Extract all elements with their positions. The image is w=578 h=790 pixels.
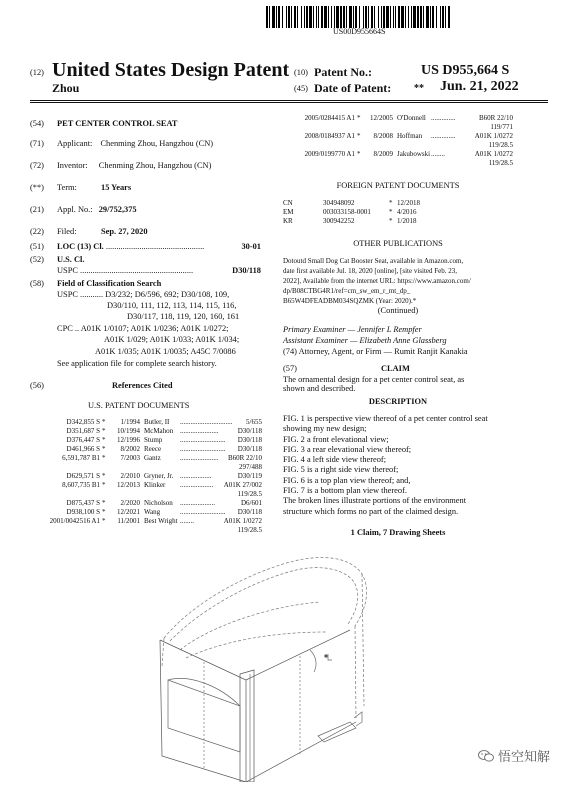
ref-patentee: Gantz [144,454,161,462]
ref-classification: 119/28.5 [488,159,513,167]
us-patent-list [30,418,262,535]
barcode-bar [411,6,412,28]
patent-ref-row [30,526,262,535]
ref-patent-number: D376,447 S [66,436,100,444]
ref-classification: A01K 1/0272 [474,132,513,140]
date-label: Date of Patent: [314,81,392,95]
ref-patentee: Nicholson [144,499,173,507]
ref-leader-dots: .............................. [180,418,233,426]
barcode-bar [386,6,389,28]
inventor-value: Chenming Zhou, Hangzhou (CN) [98,161,212,170]
code-10: (10) [294,68,308,77]
patent-ref-row [30,454,262,463]
barcode-bar [346,6,347,28]
field-search-line-2: D30/110, 111, 112, 113, 114, 115, 116, [107,301,237,310]
code-58: (58) [30,279,44,288]
foreign-country: KR [283,217,293,225]
assistant-examiner: Assistant Examiner — Elizabeth Anne Glassberg [283,336,447,345]
barcode-bar [301,6,302,28]
barcode-bars [266,6,452,28]
ref-classification: D30/118 [237,436,262,444]
ref-classification: 297/488 [239,463,262,471]
patent-ref-row [30,436,262,445]
ref-patent-number: D875,437 S [66,499,100,507]
code-72: (72) [30,161,44,170]
document-title: United States Design Patent [52,59,290,81]
barcode-bar [321,6,323,28]
ref-leader-dots: .................. [180,472,212,480]
ref-classification: A01K 1/0272 [223,517,262,525]
barcode-bar [426,6,429,28]
us-patent-documents-heading: U.S. PATENT DOCUMENTS [88,401,190,410]
barcode-bar [423,6,424,28]
ref-leader-dots: ................... [180,481,214,489]
barcode-bar [272,6,275,28]
ref-classification: A01K 1/0272 [474,150,513,158]
ref-patent-date: 12/1996 [117,436,140,444]
description-line: FIG. 2 a front elevational view; [283,434,389,444]
code-56: (56) [30,381,44,390]
applicant-label: Applicant: [57,139,93,148]
ref-patent-number: 2009/0199770 A1 [304,150,355,158]
field-search-line-1: USPC ........... D3/232; D6/596, 692; D30/108, 109, [57,290,230,299]
pet-seat-perspective-figure [150,546,380,782]
barcode-bar [390,6,391,28]
watermark-text: 悟空知解 [498,750,551,765]
barcode-bar [349,6,352,28]
ref-classification: 119/28.5 [237,526,262,534]
foreign-patent-documents-heading: FOREIGN PATENT DOCUMENTS [336,181,460,190]
barcode-text: US00D955664S [333,27,386,36]
code-51: (51) [30,242,44,251]
ref-patent-date: 8/2008 [373,132,393,140]
barcode-bar [378,6,379,28]
patent-ref-row [30,499,262,508]
ref-patent-number: 2005/0284415 A1 [304,114,355,122]
foreign-asterisk: * [389,199,393,207]
claim-line-1: The ornamental design for a pet center control seat, as [283,375,465,384]
patent-number: US D955,664 S [421,63,510,78]
patent-ref-row [283,159,513,168]
patent-ref-row [283,132,513,141]
ref-classification: A01K 27/002 [223,481,262,489]
patent-ref-row [283,114,513,123]
uspc-label: USPC [57,266,78,275]
ref-patentee: Wang [144,508,161,516]
code-71: (71) [30,139,44,148]
barcode-bar [297,6,298,28]
ref-asterisk: * [357,132,361,140]
ref-classification: D30/118 [237,445,262,453]
description-line: FIG. 4 a left side view thereof; [283,455,387,465]
ref-patent-number: 8,607,735 B1 [62,481,100,489]
ref-patent-date: 11/2001 [117,517,140,525]
ref-patent-date: 8/2009 [373,150,393,158]
ref-leader-dots: .................... [180,499,215,507]
description-list [283,414,523,517]
ref-patent-date: 2/2020 [120,499,140,507]
loc-value: 30-01 [241,242,261,251]
barcode-bar [324,6,327,28]
barcode-bar [343,6,345,28]
barcode-bar [365,6,367,28]
ref-asterisk: * [102,436,106,444]
ref-leader-dots: ...................... [180,454,219,462]
ref-asterisk: * [102,481,106,489]
patent-ref-row [30,427,262,436]
patent-date: Jun. 21, 2022 [440,79,519,94]
ref-classification: D30/118 [237,427,262,435]
other-pub-line-3: 2022], Available from the internet URL: https://www.amazon.com/ [283,277,471,285]
ref-patent-number: D938,100 S [66,508,100,516]
foreign-date: 12/2018 [397,199,420,207]
ref-leader-dots: .............. [431,114,456,122]
date-stars: ** [414,83,424,94]
loc-line [57,242,261,253]
ref-leader-dots: .......................... [180,436,226,444]
foreign-doc-number: 304948092 [323,199,355,207]
continued-note: (Continued) [377,306,419,315]
ref-leader-dots: .......................... [180,508,226,516]
ref-patent-date: 7/2003 [120,454,140,462]
barcode-bar [334,6,335,28]
ref-asterisk: * [102,472,106,480]
applicant-value: Chenming Zhou, Hangzhou (CN) [100,139,214,148]
code-52: (52) [30,255,44,264]
ref-asterisk: * [102,445,106,453]
barcode-bar [340,6,342,28]
code-term: (**) [30,183,44,192]
other-pub-line-5: B65W4DFEADBM034SQZMK (Year: 2020).* [283,297,417,305]
field-search-line-6: A01K 1/035; A01K 1/0035; A45C 7/0086 [95,347,236,356]
term-value: 15 Years [101,183,132,192]
ref-patentee: McMahon [144,427,174,435]
barcode-bar [368,6,369,28]
barcode-bar [442,6,444,28]
header-rule-thin [30,102,548,103]
barcode-bar [355,6,357,28]
foreign-asterisk: * [389,208,393,216]
ref-asterisk: * [357,114,361,122]
claims-sheets-summary: 1 Claim, 7 Drawing Sheets [350,528,446,537]
chat-bubble-icon [478,749,494,763]
description-line: FIG. 1 is perspective view thereof of a pet center control seat [283,414,488,423]
ref-patent-date: 2/2010 [120,472,140,480]
description-line: FIG. 6 is a top plan view thereof; and, [283,475,411,485]
barcode-bar [318,6,319,28]
ref-classification: D6/601 [241,499,262,507]
ref-patent-date: 1/1994 [120,418,140,426]
patent-ref-row [30,418,262,427]
barcode-bar [430,6,431,28]
ref-patentee: Stump [144,436,163,444]
barcode-bar [440,6,441,28]
foreign-asterisk: * [389,217,393,225]
ref-patent-date: 8/2002 [120,445,140,453]
description-line: FIG. 7 is a bottom plan view thereof. [283,486,407,496]
barcode-bar [288,6,290,28]
ref-leader-dots: .......................... [180,445,226,453]
uspc-value: D30/118 [232,266,261,275]
ref-leader-dots: .............. [431,132,456,140]
appl-label: Appl. No.: [57,205,93,214]
barcode-bar [381,6,382,28]
barcode-bar [328,6,329,28]
ref-asterisk: * [102,499,106,507]
filed-label: Filed: [57,227,77,236]
attorney: (74) Attorney, Agent, or Firm — Rumit Ranjit Kanakia [283,347,468,356]
foreign-doc-number: 003033158-0001 [323,208,371,216]
header-rule [30,100,548,101]
term-line [57,183,132,194]
inventor-short: Zhou [52,81,80,95]
barcode-bar [276,6,277,28]
barcode-bar [282,6,283,28]
barcode-bar [336,6,339,28]
ref-patent-number: 2008/0184937 A1 [304,132,355,140]
ref-patentee: O'Donnell [397,114,426,122]
code-21: (21) [30,205,44,214]
barcode-bar [316,6,317,28]
foreign-country: CN [283,199,293,207]
appl-line [57,205,137,216]
barcode-bar [436,6,437,28]
barcode-bar [306,6,308,28]
barcode-bar [363,6,364,28]
design-drawing [150,546,380,782]
ref-patent-number: 6,591,787 B1 [62,454,100,462]
field-search-label: Field of Classification Search [57,279,162,288]
barcode-bar [294,6,296,28]
code-22: (22) [30,227,44,236]
ref-classification: D30/118 [237,508,262,516]
primary-examiner: Primary Examiner — Jennifer L Rempfer [283,325,422,334]
barcode-bar [331,6,332,28]
references-cited-heading: References Cited [112,381,173,390]
field-search-line-3: D30/117, 118, 119, 120, 160, 161 [127,312,240,321]
other-pub-line-2: date first available Jul. 18, 2020 [online], [site visited Feb. 23, [283,267,457,275]
foreign-ref-row [283,208,513,217]
patent-ref-row [30,463,262,472]
claim-heading: CLAIM [381,364,410,373]
field-search-line-4: CPC .. A01K 1/0107; A01K 1/0236; A01K 1/0272; [57,324,229,333]
ref-patent-date: 10/1994 [117,427,140,435]
claim-line-2: shown and described. [283,384,356,393]
patent-ref-row [30,472,262,481]
description-heading: DESCRIPTION [368,397,428,406]
ref-patentee: Gryner, Jr. [144,472,174,480]
patent-ref-row [283,123,513,132]
loc-leader: ............................................... [103,242,205,251]
ref-patentee: Reece [144,445,162,453]
other-pub-line-1: Dotoutd Small Dog Cat Booster Seat, available in Amazon.com, [283,257,464,265]
patent-no-label: Patent No.: [314,65,372,79]
ref-asterisk: * [102,454,106,462]
barcode-bar [420,6,422,28]
design-title: PET CENTER CONTROL SEAT [57,119,178,128]
ref-classification: 5/655 [246,418,262,426]
patent-ref-row [283,141,513,150]
barcode-bar [395,6,396,28]
us-patent-list-continued [283,114,513,168]
code-45: (45) [294,84,308,93]
field-search-line-5: A01K 1/029; A01K 1/033; A01K 1/034; [104,335,240,344]
ref-classification: 119/28.5 [237,490,262,498]
patent-ref-row [30,490,262,499]
filed-line [57,227,148,238]
code-12: (12) [30,68,44,77]
barcode-bar [266,6,268,28]
ref-asterisk: * [102,427,106,435]
barcode-bar [359,6,360,28]
barcode-bar [383,6,385,28]
ref-patent-date: 12/2013 [117,481,140,489]
barcode-bar [413,6,416,28]
term-label: Term: [57,183,77,192]
uscl-label: U.S. Cl. [57,255,85,264]
barcode-bar [408,6,409,28]
barcode-bar [445,6,446,28]
barcode-bar [398,6,400,28]
ref-leader-dots: ........ [180,517,194,525]
foreign-ref-row [283,217,513,226]
barcode-bar [448,6,450,28]
ref-leader-dots: ...................... [180,427,219,435]
barcode-bar [432,6,434,28]
patent-ref-row [30,481,262,490]
ref-patent-number: D629,571 S [66,472,100,480]
other-publications-heading: OTHER PUBLICATIONS [353,239,443,248]
ref-asterisk: * [357,150,361,158]
ref-patent-date: 12/2021 [117,508,140,516]
ref-classification: 119/28.5 [488,141,513,149]
filed-value: Sep. 27, 2020 [101,227,148,236]
ref-asterisk: * [102,517,106,525]
inventor-line [57,161,211,172]
ref-patent-date: 12/2005 [370,114,393,122]
other-pub-line-4: dp/B08CTBG4R1/ref=cm_sw_em_r_mt_dp_ [283,287,411,295]
description-line: FIG. 3 a rear elevational view thereof; [283,444,412,454]
uspc-line [57,266,261,277]
foreign-date: 1/2018 [397,217,417,225]
foreign-date: 4/2016 [397,208,417,216]
ref-classification: 119/771 [490,123,513,131]
barcode-bar [353,6,354,28]
barcode-bar [405,6,406,28]
patent-ref-row [30,517,262,526]
inventor-label: Inventor: [57,161,88,170]
barcode-bar [286,6,287,28]
patent-ref-row [30,508,262,517]
ref-classification: B60R 22/10 [478,114,513,122]
ref-patent-number: D351,687 S [66,427,100,435]
code-57: (57) [283,364,297,373]
foreign-patent-list [283,199,513,226]
barcode-bar [371,6,373,28]
barcode-bar [393,6,394,28]
ref-asterisk: * [102,418,106,426]
field-search-line-7: See application file for complete search history. [57,359,217,368]
ref-classification: D30/119 [237,472,262,480]
code-54: (54) [30,119,44,128]
uspc-leader: ...................................................... [77,266,194,275]
loc-label: LOC (13) Cl. [57,242,104,251]
ref-patent-number: D342,855 S [66,418,100,426]
barcode [266,6,452,28]
barcode-bar [374,6,375,28]
barcode-bar [278,6,280,28]
foreign-ref-row [283,199,513,208]
barcode-bar [417,6,419,28]
description-line: showing my new design; [283,424,367,434]
ref-patent-number: D461,966 S [66,445,100,453]
description-line: FIG. 5 is a right side view thereof; [283,465,399,475]
appl-value: 29/752,375 [98,205,137,214]
ref-leader-dots: ........ [431,150,445,158]
patent-ref-row [283,150,513,159]
description-line: The broken lines illustrate portions of the environment [283,496,467,506]
ref-classification: B60R 22/10 [227,454,262,462]
barcode-bar [291,6,292,28]
barcode-bar [401,6,404,28]
foreign-country: EM [283,208,294,216]
description-line: structure which forms no part of the claimed design. [283,506,459,516]
barcode-bar [304,6,305,28]
barcode-bar [269,6,270,28]
ref-patentee: Butler, II [144,418,170,426]
ref-patentee: Jakubowski [397,150,431,158]
ref-asterisk: * [102,508,106,516]
applicant-line [57,139,213,150]
foreign-doc-number: 300942252 [323,217,355,225]
patent-ref-row [30,445,262,454]
ref-patentee: Best Wright [144,517,178,525]
ref-patentee: Klinker [144,481,166,489]
barcode-bar [313,6,314,28]
barcode-bar [309,6,312,28]
ref-patentee: Hoffman [397,132,423,140]
ref-patent-number: 2001/0042516 A1 [49,517,100,525]
watermark [478,746,550,765]
